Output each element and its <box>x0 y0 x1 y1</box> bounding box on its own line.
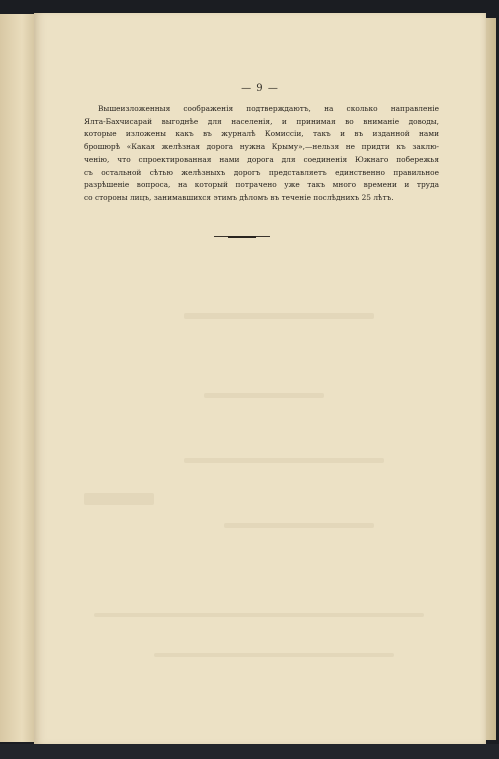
paragraph-line: Вышеизложенныя соображенія подтверждаютъ, на сколько направленіе <box>98 104 439 113</box>
bleed-through <box>184 313 374 319</box>
bleed-through <box>184 458 384 463</box>
bleed-through <box>224 523 374 528</box>
paragraph-line: разрѣшеніе вопроса, на который потрачено уже такъ много времени и труда <box>84 180 439 190</box>
page-number: — 9 — <box>241 83 279 94</box>
document-page <box>34 13 486 744</box>
paragraph-line: съ остальной сѣтью желѣзныхъ дорогъ представляетъ единственно правильное <box>84 167 439 177</box>
bleed-through <box>84 493 154 505</box>
paragraph-line: ченію, что спроектированная нами дорога для соединенія Южнаго побережья <box>84 154 439 164</box>
paragraph-line: со стороны лицъ, занимавшихся этимъ дѣломъ въ теченіе послѣднихъ 25 лѣтъ. <box>84 192 394 202</box>
paragraph-line: брошюрѣ «Какая желѣзная дорога нужна Крыму»,—нельзя не придти къ заклю- <box>84 142 439 152</box>
bleed-through <box>204 393 324 398</box>
scan-bottom-border <box>0 744 499 759</box>
paragraph-line: которые изложены какъ въ журналѣ Комиссіи, такъ и въ изданной нами <box>84 129 439 139</box>
paragraph-line: Ялта-Бахчисарай выгоднѣе для населенія, и принимая во вниманіе доводы, <box>84 116 439 126</box>
section-end-rule <box>214 236 270 237</box>
body-paragraph <box>84 103 439 205</box>
bleed-through <box>154 653 394 657</box>
bleed-through <box>94 613 424 617</box>
